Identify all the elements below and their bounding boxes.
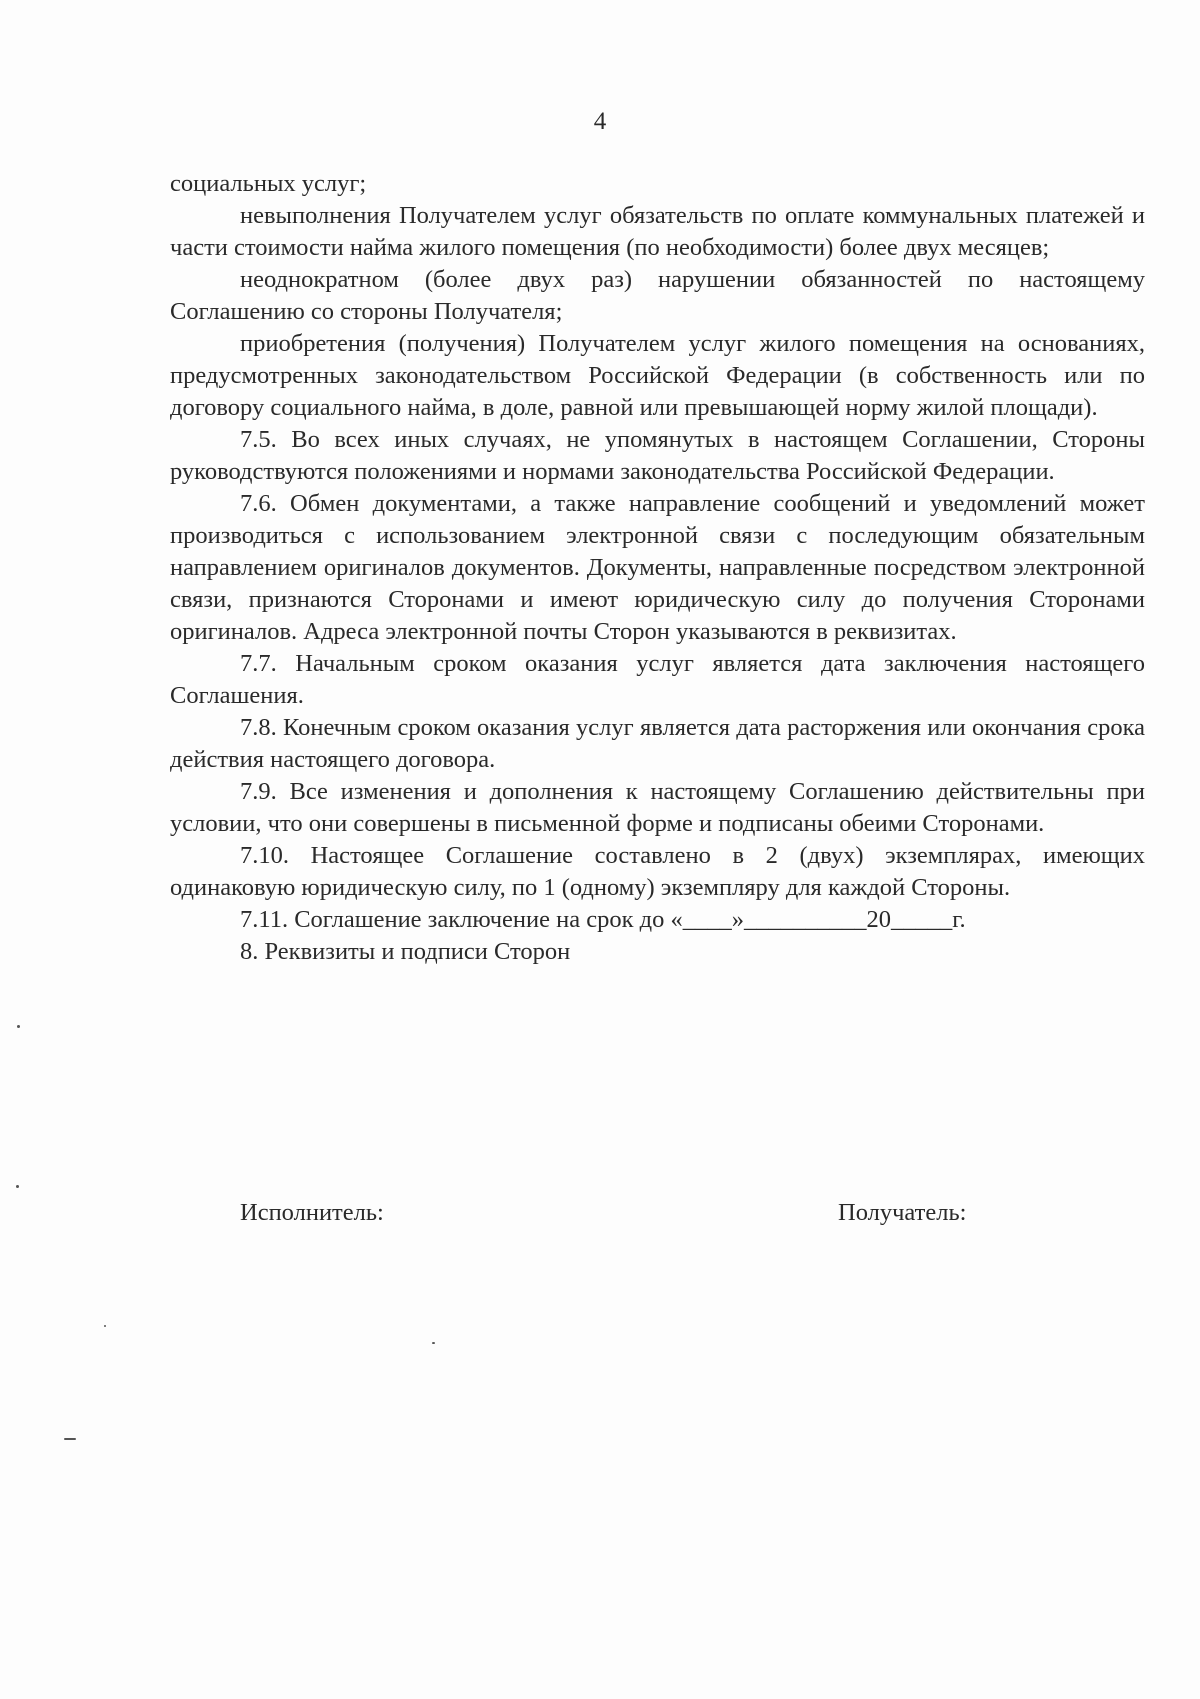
section-8-heading: 8. Реквизиты и подписи Сторон	[240, 938, 571, 965]
paragraph: социальных услуг;	[170, 170, 367, 197]
clause-7-7: 7.7. Начальным сроком оказания услуг является дата заключения настоящего Соглашения.	[170, 650, 1145, 709]
scan-speck	[104, 1325, 106, 1327]
page-number: 4	[593, 108, 607, 135]
clause-7-8: 7.8. Конечным сроком оказания услуг является дата расторжения или окончания срока действия настоящего договора.	[170, 714, 1145, 773]
paragraph: невыполнения Получателем услуг обязательств по оплате коммунальных платежей и части стоимости найма жилого помещения (по необходимости) более двух месяцев;	[170, 202, 1145, 261]
recipient-label: Получатель:	[838, 1199, 967, 1226]
clause-7-10: 7.10. Настоящее Соглашение составлено в 2 (двух) экземплярах, имеющих одинаковую юридическую силу, по 1 (одному) экземпляру для каждой Стороны.	[170, 842, 1145, 901]
clause-7-5: 7.5. Во всех иных случаях, не упомянутых в настоящем Соглашении, Стороны руководствуются положениями и нормами законодательства Российской Федерации.	[170, 426, 1145, 485]
scan-speck	[64, 1438, 76, 1440]
paragraph: приобретения (получения) Получателем услуг жилого помещения на основаниях, предусмотренных законодательством Российской Федерации (в собственность или по договору социального найма, в доле, равной или превышающей норму жилой площади).	[170, 330, 1145, 421]
clause-7-9: 7.9. Все изменения и дополнения к настоящему Соглашению действительны при условии, что они совершены в письменной форме и подписаны обеими Сторонами.	[170, 778, 1145, 837]
scan-speck	[17, 1025, 20, 1028]
clause-7-11: 7.11. Соглашение заключение на срок до «____»__________20_____г.	[240, 906, 966, 933]
paragraph: неоднократном (более двух раз) нарушении обязанностей по настоящему Соглашению со стороны Получателя;	[170, 266, 1145, 325]
executor-label: Исполнитель:	[240, 1199, 384, 1226]
clause-7-6: 7.6. Обмен документами, а также направление сообщений и уведомлений может производиться с использованием электронной связи с последующим обязательным направлением оригиналов документов. Документы, направленные посредством электронной связи, признаются Сторонами и имеют юридическую силу до получения Сторонами оригиналов. Адреса электронной почты Сторон указываются в реквизитах.	[170, 490, 1145, 645]
scan-speck	[432, 1342, 435, 1344]
document-body	[170, 168, 1145, 968]
scan-speck	[16, 1185, 19, 1188]
